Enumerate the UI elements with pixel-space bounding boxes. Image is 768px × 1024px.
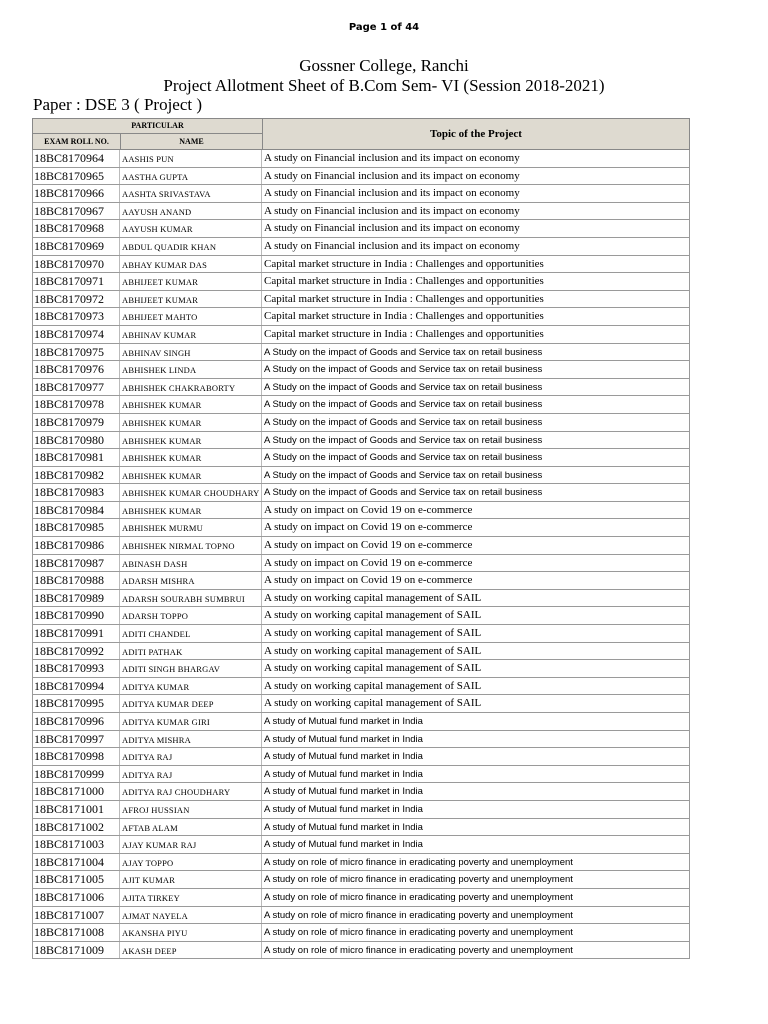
particular-group bbox=[33, 119, 263, 149]
table-row bbox=[32, 590, 690, 608]
table-row bbox=[32, 942, 690, 960]
student-name: AFROJ HUSSIAN bbox=[120, 801, 262, 818]
student-name: ABHISHEK KUMAR bbox=[120, 396, 262, 413]
table-row bbox=[32, 203, 690, 221]
student-name: ABHISHEK LINDA bbox=[120, 361, 262, 378]
project-topic: A study on impact on Covid 19 on e-commerce bbox=[264, 574, 473, 587]
table-row bbox=[32, 819, 690, 837]
exam-roll-no: 18BC8171000 bbox=[33, 783, 120, 800]
student-name: ADITI PATHAK bbox=[120, 643, 262, 660]
exam-roll-no: 18BC8171006 bbox=[33, 889, 120, 906]
roll-no-header: EXAM ROLL NO. bbox=[33, 134, 121, 149]
table-row bbox=[32, 695, 690, 713]
college-name: Gossner College, Ranchi bbox=[299, 56, 469, 75]
project-topic: A study on Financial inclusion and its impact on economy bbox=[264, 204, 520, 217]
project-topic: A study on working capital management of SAIL bbox=[264, 627, 482, 640]
exam-roll-no: 18BC8171007 bbox=[33, 907, 120, 924]
project-topic: A study on Financial inclusion and its impact on economy bbox=[264, 222, 520, 235]
student-name: ADITYA KUMAR DEEP bbox=[120, 695, 262, 712]
exam-roll-no: 18BC8170993 bbox=[33, 660, 120, 677]
exam-roll-no: 18BC8170972 bbox=[33, 291, 120, 308]
exam-roll-no: 18BC8171002 bbox=[33, 819, 120, 836]
exam-roll-no: 18BC8170981 bbox=[33, 449, 120, 466]
table-row bbox=[32, 643, 690, 661]
student-name: ABHISHEK NIRMAL TOPNO bbox=[120, 537, 262, 554]
project-topic: A study on role of micro finance in eradicating poverty and unemployment bbox=[264, 891, 573, 903]
project-topic: A study on working capital management of SAIL bbox=[264, 644, 482, 657]
exam-roll-no: 18BC8170970 bbox=[33, 256, 120, 273]
table-row bbox=[32, 871, 690, 889]
exam-roll-no: 18BC8170984 bbox=[33, 502, 120, 519]
exam-roll-no: 18BC8171004 bbox=[33, 854, 120, 871]
exam-roll-no: 18BC8170978 bbox=[33, 396, 120, 413]
project-topic: A study on impact on Covid 19 on e-commerce bbox=[264, 503, 473, 516]
exam-roll-no: 18BC8170995 bbox=[33, 695, 120, 712]
paper-label: Paper : DSE 3 ( Project ) bbox=[33, 95, 203, 114]
project-topic: A study on Financial inclusion and its impact on economy bbox=[264, 187, 520, 200]
exam-roll-no: 18BC8170964 bbox=[33, 150, 120, 167]
student-name: ADARSH TOPPO bbox=[120, 607, 262, 624]
student-name: ADITYA RAJ CHOUDHARY bbox=[120, 783, 262, 800]
project-topic: A Study on the impact of Goods and Service tax on retail business bbox=[264, 487, 543, 499]
student-name: ADARSH MISHRA bbox=[120, 572, 262, 589]
student-name: ABHISHEK KUMAR bbox=[120, 502, 262, 519]
table-row bbox=[32, 607, 690, 625]
exam-roll-no: 18BC8170999 bbox=[33, 766, 120, 783]
project-topic: A study of Mutual fund market in India bbox=[264, 821, 423, 833]
exam-roll-no: 18BC8170994 bbox=[33, 678, 120, 695]
project-topic: A study on Financial inclusion and its impact on economy bbox=[264, 169, 520, 182]
exam-roll-no: 18BC8170986 bbox=[33, 537, 120, 554]
table-row bbox=[32, 537, 690, 555]
exam-roll-no: 18BC8170973 bbox=[33, 308, 120, 325]
student-name: AAYUSH KUMAR bbox=[120, 220, 262, 237]
table-row bbox=[32, 766, 690, 784]
student-name: ADARSH SOURABH SUMBRUI bbox=[120, 590, 262, 607]
exam-roll-no: 18BC8170967 bbox=[33, 203, 120, 220]
exam-roll-no: 18BC8170965 bbox=[33, 168, 120, 185]
table-row bbox=[32, 625, 690, 643]
project-topic: A study on role of micro finance in eradicating poverty and unemployment bbox=[264, 909, 573, 921]
project-topic: A study of Mutual fund market in India bbox=[264, 716, 423, 727]
project-topic: A Study on the impact of Goods and Service tax on retail business bbox=[264, 364, 543, 376]
exam-roll-no: 18BC8171003 bbox=[33, 836, 120, 853]
student-name: ADITYA KUMAR bbox=[120, 678, 262, 695]
project-topic: A study on impact on Covid 19 on e-commerce bbox=[264, 521, 473, 534]
table-header bbox=[32, 118, 690, 150]
table-row bbox=[32, 801, 690, 819]
project-topic: A Study on the impact of Goods and Service tax on retail business bbox=[264, 381, 543, 393]
project-topic: A study on role of micro finance in eradicating poverty and unemployment bbox=[264, 944, 573, 956]
table-row bbox=[32, 449, 690, 467]
student-name: ADITI CHANDEL bbox=[120, 625, 262, 642]
project-topic: A Study on the impact of Goods and Service tax on retail business bbox=[264, 416, 543, 428]
project-topic: A study on working capital management of SAIL bbox=[264, 662, 482, 675]
exam-roll-no: 18BC8170983 bbox=[33, 484, 120, 501]
project-topic: A Study on the impact of Goods and Service tax on retail business bbox=[264, 452, 543, 464]
student-name: ADITYA RAJ bbox=[120, 748, 262, 765]
student-name: AKANSHA PIYU bbox=[120, 924, 262, 941]
table-row bbox=[32, 907, 690, 925]
table-row bbox=[32, 519, 690, 537]
sheet-title: Project Allotment Sheet of B.Com Sem- VI (Session 2018-2021) bbox=[163, 76, 605, 95]
page-number: Page 1 of 44 bbox=[348, 22, 420, 33]
table-row bbox=[32, 836, 690, 854]
table-row bbox=[32, 484, 690, 502]
exam-roll-no: 18BC8170988 bbox=[33, 572, 120, 589]
project-topic: A study on working capital management of SAIL bbox=[264, 591, 482, 604]
project-topic: Capital market structure in India : Challenges and opportunities bbox=[264, 310, 544, 323]
student-name: ABHISHEK KUMAR bbox=[120, 414, 262, 431]
exam-roll-no: 18BC8170968 bbox=[33, 220, 120, 237]
table-row bbox=[32, 361, 690, 379]
student-name: ADITYA MISHRA bbox=[120, 731, 262, 748]
exam-roll-no: 18BC8170991 bbox=[33, 625, 120, 642]
student-name: ABHIJEET KUMAR bbox=[120, 291, 262, 308]
table-row bbox=[32, 502, 690, 520]
table-row bbox=[32, 256, 690, 274]
student-name: ABHINAV SINGH bbox=[120, 344, 262, 361]
student-name: AASTHA GUPTA bbox=[120, 168, 262, 185]
table-row bbox=[32, 414, 690, 432]
exam-roll-no: 18BC8171001 bbox=[33, 801, 120, 818]
project-topic: A study of Mutual fund market in India bbox=[264, 751, 423, 763]
student-name: ABHISHEK KUMAR CHOUDHARY bbox=[120, 484, 262, 501]
particular-header: PARTICULAR bbox=[33, 119, 262, 134]
table-row bbox=[32, 396, 690, 414]
exam-roll-no: 18BC8170971 bbox=[33, 273, 120, 290]
student-name: ABINASH DASH bbox=[120, 555, 262, 572]
topic-header: Topic of the Project bbox=[430, 128, 522, 140]
student-name: AJAY TOPPO bbox=[120, 854, 262, 871]
student-name: AJAY KUMAR RAJ bbox=[120, 836, 262, 853]
student-name: ABHAY KUMAR DAS bbox=[120, 256, 262, 273]
name-header: NAME bbox=[179, 137, 204, 146]
project-topic: A study on working capital management of SAIL bbox=[264, 697, 482, 710]
project-topic: A study on Financial inclusion and its impact on economy bbox=[264, 239, 520, 252]
table-row bbox=[32, 678, 690, 696]
exam-roll-no: 18BC8171008 bbox=[33, 924, 120, 941]
project-topic: A study on impact on Covid 19 on e-commerce bbox=[264, 556, 473, 569]
exam-roll-no: 18BC8171005 bbox=[33, 871, 120, 888]
exam-roll-no: 18BC8170998 bbox=[33, 748, 120, 765]
project-topic: A Study on the impact of Goods and Service tax on retail business bbox=[264, 399, 543, 411]
exam-roll-no: 18BC8170975 bbox=[33, 344, 120, 361]
table-body bbox=[32, 150, 690, 959]
student-name: AJIT KUMAR bbox=[120, 871, 262, 888]
exam-roll-no: 18BC8170997 bbox=[33, 731, 120, 748]
student-name: ABHIJEET MAHTO bbox=[120, 308, 262, 325]
student-name: AFTAB ALAM bbox=[120, 819, 262, 836]
project-topic: Capital market structure in India : Challenges and opportunities bbox=[264, 327, 544, 340]
exam-roll-no: 18BC8170985 bbox=[33, 519, 120, 536]
project-topic: A study on role of micro finance in eradicating poverty and unemployment bbox=[264, 856, 573, 868]
table-row bbox=[32, 379, 690, 397]
project-topic: A study on role of micro finance in eradicating poverty and unemployment bbox=[264, 874, 573, 886]
table-row bbox=[32, 185, 690, 203]
exam-roll-no: 18BC8170992 bbox=[33, 643, 120, 660]
exam-roll-no: 18BC8170990 bbox=[33, 607, 120, 624]
table-row bbox=[32, 150, 690, 168]
table-row bbox=[32, 660, 690, 678]
exam-roll-no: 18BC8170969 bbox=[33, 238, 120, 255]
table-row bbox=[32, 291, 690, 309]
student-name: ADITYA KUMAR GIRI bbox=[120, 713, 262, 730]
table-row bbox=[32, 889, 690, 907]
exam-roll-no: 18BC8170987 bbox=[33, 555, 120, 572]
exam-roll-no: 18BC8170977 bbox=[33, 379, 120, 396]
table-row bbox=[32, 308, 690, 326]
student-name: ADITI SINGH BHARGAV bbox=[120, 660, 262, 677]
exam-roll-no: 18BC8170974 bbox=[33, 326, 120, 343]
table-row bbox=[32, 854, 690, 872]
student-name: ABHIJEET KUMAR bbox=[120, 273, 262, 290]
student-name: ADITYA RAJ bbox=[120, 766, 262, 783]
project-topic: A Study on the impact of Goods and Service tax on retail business bbox=[264, 434, 543, 446]
table-row bbox=[32, 432, 690, 450]
project-topic: Capital market structure in India : Challenges and opportunities bbox=[264, 257, 544, 270]
student-name: ABHINAV KUMAR bbox=[120, 326, 262, 343]
table-row bbox=[32, 326, 690, 344]
exam-roll-no: 18BC8170980 bbox=[33, 432, 120, 449]
student-name: AASHTA SRIVASTAVA bbox=[120, 185, 262, 202]
project-topic: A study of Mutual fund market in India bbox=[264, 786, 423, 798]
exam-roll-no: 18BC8170976 bbox=[33, 361, 120, 378]
table-row bbox=[32, 220, 690, 238]
student-name: ABHISHEK KUMAR bbox=[120, 432, 262, 449]
table-row bbox=[32, 555, 690, 573]
student-name: AJMAT NAYELA bbox=[120, 907, 262, 924]
table-row bbox=[32, 273, 690, 291]
project-topic: A Study on the impact of Goods and Service tax on retail business bbox=[264, 469, 543, 481]
project-topic: A study on working capital management of SAIL bbox=[264, 679, 482, 692]
student-name: AASHIS PUN bbox=[120, 150, 262, 167]
project-topic: A study of Mutual fund market in India bbox=[264, 803, 423, 815]
student-name: ABHISHEK KUMAR bbox=[120, 467, 262, 484]
student-name: AAYUSH ANAND bbox=[120, 203, 262, 220]
exam-roll-no: 18BC8170982 bbox=[33, 467, 120, 484]
table-row bbox=[32, 168, 690, 186]
exam-roll-no: 18BC8170989 bbox=[33, 590, 120, 607]
student-name: ABDUL QUADIR KHAN bbox=[120, 238, 262, 255]
exam-roll-no: 18BC8171009 bbox=[33, 942, 120, 959]
table-row bbox=[32, 748, 690, 766]
project-topic: A study on working capital management of SAIL bbox=[264, 609, 482, 622]
project-topic: A study of Mutual fund market in India bbox=[264, 839, 423, 851]
student-name: ABHISHEK MURMU bbox=[120, 519, 262, 536]
student-name: ABHISHEK KUMAR bbox=[120, 449, 262, 466]
table-row bbox=[32, 344, 690, 362]
table-row bbox=[32, 731, 690, 749]
student-name: AJITA TIRKEY bbox=[120, 889, 262, 906]
exam-roll-no: 18BC8170979 bbox=[33, 414, 120, 431]
student-name: ABHISHEK CHAKRABORTY bbox=[120, 379, 262, 396]
project-topic: A study on Financial inclusion and its impact on economy bbox=[264, 152, 520, 164]
allotment-table bbox=[32, 118, 690, 959]
exam-roll-no: 18BC8170996 bbox=[33, 713, 120, 730]
table-row bbox=[32, 924, 690, 942]
project-topic: A study on role of micro finance in eradicating poverty and unemployment bbox=[264, 927, 573, 939]
project-topic: A study of Mutual fund market in India bbox=[264, 768, 423, 780]
table-row bbox=[32, 467, 690, 485]
table-row bbox=[32, 572, 690, 590]
project-topic: A study of Mutual fund market in India bbox=[264, 733, 423, 745]
student-name: AKASH DEEP bbox=[120, 942, 262, 959]
project-topic: Capital market structure in India : Challenges and opportunities bbox=[264, 292, 544, 305]
project-topic: Capital market structure in India : Challenges and opportunities bbox=[264, 275, 544, 288]
project-topic: A study on impact on Covid 19 on e-commerce bbox=[264, 539, 473, 552]
table-row bbox=[32, 783, 690, 801]
table-row bbox=[32, 238, 690, 256]
table-row bbox=[32, 713, 690, 731]
exam-roll-no: 18BC8170966 bbox=[33, 185, 120, 202]
project-topic: A Study on the impact of Goods and Service tax on retail business bbox=[264, 346, 543, 358]
